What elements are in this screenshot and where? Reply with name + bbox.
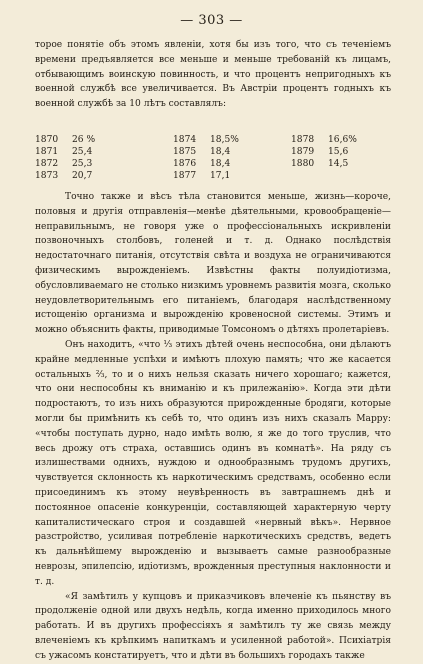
table-cell: 17,1 bbox=[210, 171, 231, 181]
table-cell: 1875 bbox=[173, 147, 197, 157]
table-cell: 20,7 bbox=[72, 171, 93, 181]
table-cell: 14,5 bbox=[328, 159, 349, 169]
table-cell: 1873 bbox=[35, 171, 59, 181]
table-cell bbox=[328, 170, 368, 182]
table-cell: 15,6 bbox=[328, 147, 349, 157]
table-cell: 18,4 bbox=[210, 147, 231, 157]
paragraph-body-weight: Точно также и вѣсъ тѣла становится меньше, жизнь—короче, половыя и другія отправленія—менѣе дѣятельными, кровообращеніе—неправильнымъ, не говоря уже о профессіональныхъ искривленіи позвоночныхъ столбовъ, голеней и т. д. Однако послѣдствія недостаточнаго питанія, отсутствія свѣта и воздуха не ограничиваются физическимъ вырожденіемъ. Извѣстны факты полуидіотизма, обусловливаемаго не столько низкимъ уровнемъ развитія мозга, сколько неудовлетворительнымъ его питаніемъ, благодаря наслѣдственному истощенію организма и вырожденію кровеносной системы. Этимъ и можно объяснить факты, приводимые Томсономъ о дѣтяхъ пролетаріевъ. bbox=[35, 192, 391, 336]
statistics-table bbox=[35, 134, 391, 182]
table-cell: 1871 bbox=[35, 147, 59, 157]
table-cell: 16,6% bbox=[328, 135, 357, 145]
table-cell bbox=[291, 170, 328, 182]
table-row bbox=[35, 134, 391, 146]
table-row bbox=[35, 158, 391, 170]
table-cell: 1876 bbox=[173, 159, 197, 169]
paragraph-thomson: Онъ находитъ, «что ⅓ этихъ дѣтей очень неспособна, они дѣлаютъ крайне медленные успѣхи и имѣютъ плохую память; что же касается остальныхъ ⅔, то и о нихъ нельзя сказать ничего хорошаго; кажется, что они неспособны къ вниманію и къ прилежанію». Когда эти дѣти подростаютъ, то изъ нихъ образуются прирожденные бродяги, которые могли бы примѣнить къ себѣ то, что одинъ изъ нихъ сказалъ Марру: «чтобы поступать дурно, надо имѣть волю, я же до того труслив, что весь дрожу отъ страха, оставшись одинъ въ комнатѣ». На ряду съ излишествами однихъ, нуждою и однообразнымъ трудомъ другихъ, чувствуется склонность къ наркотическимъ средствамъ, особенно если присоединимъ къ этому неувѣренность въ завтрашнемъ днѣ и постоянное опасеніе конкуренціи, составляющей характерную черту капиталистическаго строя и создавшей «нервный вѣкъ». Нервное разстройство, усиливая потребленіе наркотическихъ средствъ, ведетъ къ дальнѣйшему вырожденію и вызываетъ самые разнообразные неврозы, эпилепсію, идіотизмъ, врожденныя преступныя наклонности и т. д. bbox=[35, 339, 391, 587]
table-cell: 25,4 bbox=[72, 147, 93, 157]
intro-paragraph: торое понятіе объ этомъ явленіи, хотя бы изъ того, что съ теченіемъ времени предъявляется все меньше и меньше требованій къ лицамъ, отбывающимъ воинскую повинность, и что процентъ непригодныхъ къ военной службѣ все увеличивается. Въ Австріи процентъ годныхъ къ военной службѣ за 10 лѣтъ составлялъ: bbox=[35, 40, 391, 110]
paragraph-alcohol: «Я замѣтилъ у купцовъ и приказчиковъ влеченіе къ пьянству въ продолженіе одной или двухъ недѣль, когда именно приходилось много работать. И въ другихъ профессіяхъ я замѣтилъ ту же связь между влеченіемъ къ крѣпкимъ напиткамъ и усиленной работой». Психіатрія съ ужасомъ констатируетъ, что и дѣти въ большихъ городахъ также bbox=[35, 591, 391, 661]
table-cell: 18,5% bbox=[210, 135, 239, 145]
table-cell: 1880 bbox=[291, 159, 315, 169]
table-cell: 18,4 bbox=[210, 159, 231, 169]
table-row bbox=[35, 146, 391, 158]
text-block-top bbox=[35, 38, 391, 112]
text-block-bottom bbox=[35, 190, 391, 664]
table-cell: 25,3 bbox=[72, 159, 93, 169]
table-cell: 1877 bbox=[173, 171, 197, 181]
table-cell: 1874 bbox=[173, 135, 197, 145]
table-cell: 1879 bbox=[291, 147, 315, 157]
table-cell: 1878 bbox=[291, 135, 315, 145]
table-cell: 1872 bbox=[35, 159, 59, 169]
page-number: — 303 — bbox=[180, 13, 243, 28]
table-cell: 1870 bbox=[35, 135, 59, 145]
table-cell: 26 % bbox=[72, 135, 96, 145]
table-row bbox=[35, 170, 391, 182]
